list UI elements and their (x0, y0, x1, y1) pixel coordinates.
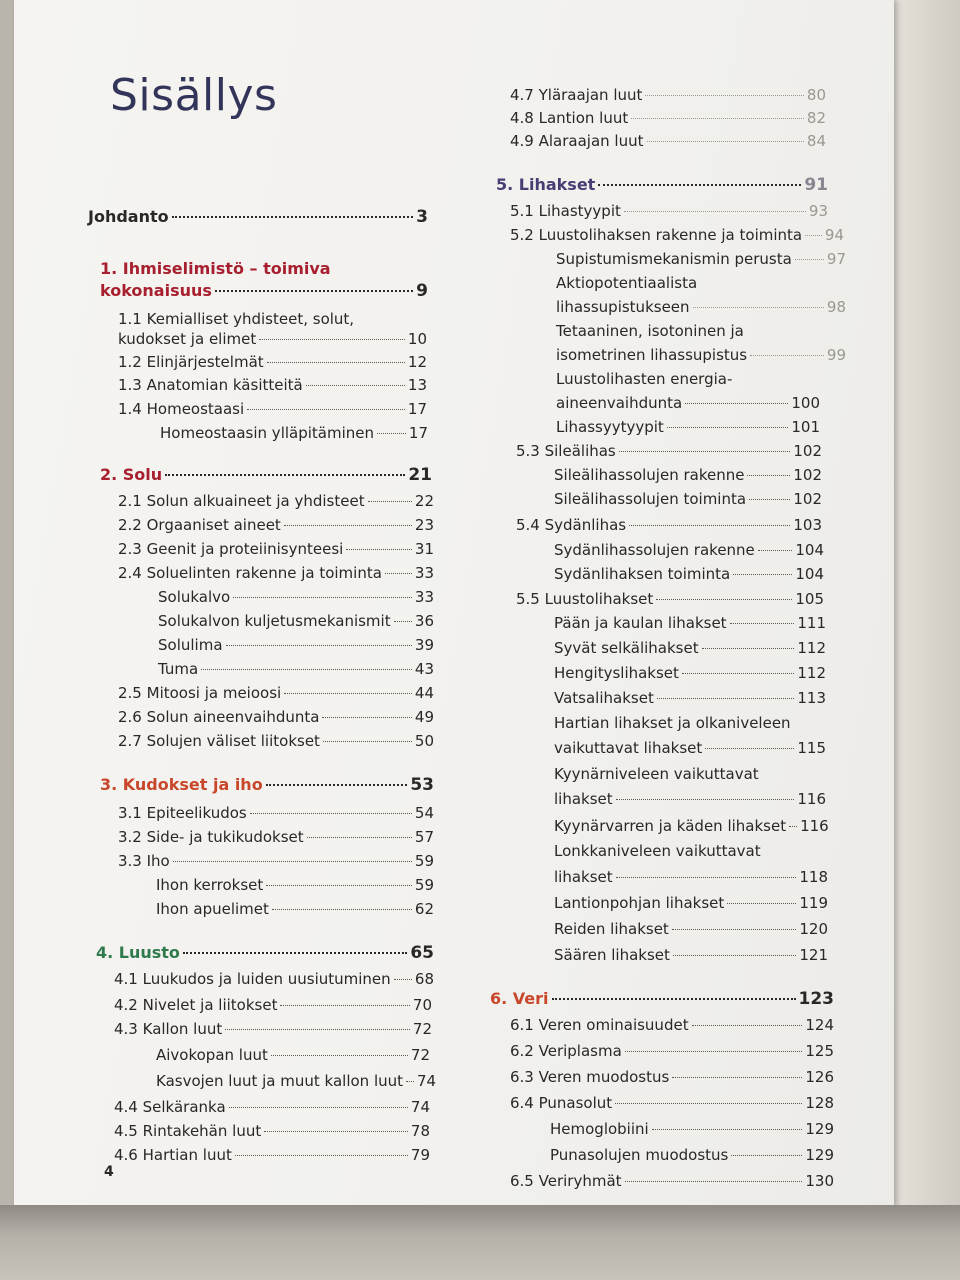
dot-leader (616, 799, 795, 800)
toc-entry-4-2[interactable] (114, 996, 432, 1014)
toc-entry-2-6[interactable] (118, 708, 434, 726)
dot-leader (284, 693, 412, 694)
toc-entry-5-5[interactable] (516, 590, 824, 608)
toc-entry-label: Syvät selkälihakset (554, 639, 699, 657)
toc-entry-label: Ihon apuelimet (156, 900, 269, 918)
toc-entry-3-2[interactable] (118, 828, 434, 846)
toc-entry-4-6[interactable] (114, 1146, 430, 1164)
toc-entry-page: 105 (795, 590, 824, 608)
toc-entry-page: 113 (797, 689, 826, 707)
dot-leader (758, 550, 793, 551)
toc-entry-chapter-1[interactable] (100, 282, 428, 300)
toc-entry-3-3-apuelimet[interactable] (156, 900, 434, 918)
toc-entry-page: 21 (408, 465, 432, 485)
toc-entry-page: 33 (414, 588, 434, 606)
toc-entry-page: 128 (805, 1094, 834, 1112)
toc-entry-label: 3.2 Side- ja tukikudokset (118, 828, 304, 846)
dot-leader (215, 290, 413, 292)
toc-entry-label: 2.4 Soluelinten rakenne ja toiminta (118, 564, 382, 582)
toc-entry-1-4[interactable] (118, 400, 427, 418)
toc-entry-5-2-energia[interactable] (556, 394, 820, 412)
toc-entry-5-2-lihassyytyypit[interactable] (556, 418, 820, 436)
toc-entry-label: 6.2 Veriplasma (510, 1042, 622, 1060)
toc-entry-page: 116 (797, 790, 826, 808)
dot-leader (272, 909, 412, 910)
toc-entry-5-5-saari[interactable] (554, 946, 828, 964)
toc-entry-label: isometrinen lihassupistus (556, 346, 748, 364)
toc-entry-label: 3. Kudokset ja iho (100, 775, 263, 794)
toc-entry-page: 102 (793, 442, 822, 460)
toc-entry-5-5-hartia[interactable] (554, 739, 826, 757)
toc-entry-label: Kyynärvarren ja käden lihakset (554, 817, 787, 835)
dot-leader (394, 621, 412, 622)
toc-entry-4-7[interactable] (510, 86, 826, 104)
toc-entry-page: 74 (410, 1098, 430, 1116)
toc-entry-page: 123 (798, 989, 834, 1009)
toc-entry-5-2-energia-line1[interactable]: Luustolihasten energia- (556, 370, 733, 388)
toc-entry-label: Säären lihakset (554, 946, 670, 964)
dot-leader (667, 427, 789, 428)
toc-entry-page: 80 (806, 86, 826, 104)
toc-entry-chapter-2[interactable] (100, 466, 432, 484)
toc-entry-label: Johdanto (88, 207, 169, 226)
dot-leader (259, 339, 405, 340)
dot-leader (657, 698, 795, 699)
toc-entry-page: 36 (414, 612, 434, 630)
toc-entry-label: 2.6 Solun aineenvaihdunta (118, 708, 320, 726)
toc-entry-label: lihakset (554, 790, 613, 808)
toc-entry-4-5[interactable] (114, 1122, 430, 1140)
toc-entry-1-4-sub[interactable] (160, 424, 428, 442)
toc-entry-3-3-kerrokset[interactable] (156, 876, 434, 894)
toc-entry-5-2-tetaaninen[interactable] (556, 346, 846, 364)
toc-entry-4-1[interactable] (114, 970, 434, 988)
toc-entry-page: 94 (824, 226, 844, 244)
toc-entry-2-4-tuma[interactable] (158, 660, 434, 678)
dot-leader (624, 211, 806, 212)
toc-entry-label: Homeostaasin ylläpitäminen (160, 424, 374, 442)
toc-entry-label: 4.7 Yläraajan luut (510, 86, 643, 104)
toc-entry-5-5-selka[interactable] (554, 639, 826, 657)
dot-leader (616, 877, 797, 878)
dot-leader (647, 141, 804, 142)
toc-entry-4-9[interactable] (510, 132, 826, 150)
toc-entry-2-7[interactable] (118, 732, 434, 750)
toc-entry-page: 31 (414, 540, 434, 558)
toc-entry-page: 9 (416, 281, 428, 301)
toc-entry-5-5-vatsa[interactable] (554, 689, 826, 707)
toc-entry-1-3[interactable] (118, 376, 427, 394)
toc-entry-page: 91 (804, 175, 828, 195)
toc-entry-page: 39 (414, 636, 434, 654)
dot-leader (226, 645, 412, 646)
dot-leader (730, 623, 795, 624)
dot-leader (385, 573, 412, 574)
toc-entry-label: aineenvaihdunta (556, 394, 683, 412)
toc-entry-5-5-kyynarnivel-line1[interactable]: Kyynärniveleen vaikuttavat (554, 765, 759, 783)
dot-leader (284, 525, 412, 526)
toc-entry-page: 10 (407, 330, 427, 348)
toc-entry-page: 104 (795, 541, 824, 559)
toc-entry-5-3[interactable] (516, 442, 822, 460)
toc-entry-page: 59 (414, 876, 434, 894)
toc-entry-label: 4.6 Hartian luut (114, 1146, 232, 1164)
toc-entry-2-2[interactable] (118, 516, 434, 534)
dot-leader (183, 952, 407, 954)
dot-leader (731, 1155, 802, 1156)
toc-entry-5-5-lonkka-line1[interactable]: Lonkkaniveleen vaikuttavat (554, 842, 761, 860)
toc-entry-label: vaikuttavat lihakset (554, 739, 703, 757)
toc-entry-page: 126 (805, 1068, 834, 1086)
dot-leader (172, 216, 414, 218)
toc-entry-page: 70 (412, 996, 432, 1014)
toc-entry-label: 2.5 Mitoosi ja meioosi (118, 684, 282, 702)
toc-entry-5-5-reisi[interactable] (554, 920, 828, 938)
toc-entry-page: 124 (805, 1016, 834, 1034)
dot-leader (267, 362, 405, 363)
toc-entry-label: Lantionpohjan lihakset (554, 894, 725, 912)
dot-leader (672, 1077, 802, 1078)
dot-leader (625, 1051, 803, 1052)
dot-leader (235, 1155, 408, 1156)
toc-entry-label: Tuma (158, 660, 199, 678)
toc-entry-4-4[interactable] (114, 1098, 430, 1116)
dot-leader (805, 235, 822, 236)
toc-entry-label: 3.3 Iho (118, 852, 170, 870)
toc-entry-5-5-lantionpohja[interactable] (554, 894, 828, 912)
toc-entry-2-3[interactable] (118, 540, 434, 558)
toc-entry-label: Ihon kerrokset (156, 876, 264, 894)
dot-leader (406, 1081, 414, 1082)
toc-entry-5-5-lonkka[interactable] (554, 868, 828, 886)
toc-entry-label: 5.1 Lihastyypit (510, 202, 621, 220)
dot-leader (165, 474, 405, 476)
toc-entry-label: 6.5 Veriryhmät (510, 1172, 622, 1190)
toc-entry-5-5-paa[interactable] (554, 614, 826, 632)
toc-entry-page: 44 (414, 684, 434, 702)
toc-entry-6-4-muodostus[interactable] (550, 1146, 834, 1164)
chapter-1-title[interactable]: 1. Ihmiselimistö – toimiva (100, 259, 331, 278)
toc-entry-label: 4. Luusto (96, 943, 180, 962)
toc-entry-page: 130 (805, 1172, 834, 1190)
toc-entry-label: Aivokopan luut (156, 1046, 268, 1064)
toc-entry-5-5-hartia-line1[interactable]: Hartian lihakset ja olkaniveleen (554, 714, 791, 732)
toc-entry-page: 116 (800, 817, 829, 835)
dot-leader (225, 1029, 410, 1030)
toc-entry-page: 72 (412, 1020, 432, 1038)
toc-entry-5-1[interactable] (510, 202, 828, 220)
toc-entry-label: Sileälihassolujen toiminta (554, 490, 747, 508)
dot-leader (727, 903, 796, 904)
dot-leader (173, 861, 412, 862)
toc-entry-page: 119 (799, 894, 828, 912)
toc-entry-5-3-rakenne[interactable] (554, 466, 822, 484)
toc-entry-label: Vatsalihakset (554, 689, 654, 707)
toc-entry-4-3-kasvot[interactable] (156, 1072, 437, 1090)
dot-leader (233, 597, 412, 598)
toc-entry-label: kudokset ja elimet (118, 330, 257, 348)
toc-entry-page: 120 (799, 920, 828, 938)
toc-entry-chapter-5[interactable] (496, 176, 828, 194)
toc-entry-5-4[interactable] (516, 516, 822, 534)
dot-leader (201, 669, 412, 670)
dot-leader (394, 979, 412, 980)
page-bottom-shadow (0, 1205, 960, 1280)
dot-leader (322, 717, 411, 718)
dot-leader (702, 648, 795, 649)
toc-entry-5-2-tetaaninen-line1[interactable]: Tetaaninen, isotoninen ja (556, 322, 744, 340)
dot-leader (615, 1103, 802, 1104)
toc-entry-label: Sileälihassolujen rakenne (554, 466, 745, 484)
toc-entry-label: 5.3 Sileälihas (516, 442, 616, 460)
toc-entry-page: 72 (410, 1046, 430, 1064)
dot-leader (733, 574, 792, 575)
toc-entry-label: 4.8 Lantion luut (510, 109, 629, 127)
dot-leader (747, 475, 790, 476)
toc-entry-page: 84 (806, 132, 826, 150)
toc-entry-page: 54 (414, 804, 434, 822)
toc-entry-6-5[interactable] (510, 1172, 834, 1190)
toc-entry-label: Kasvojen luut ja muut kallon luut (156, 1072, 404, 1090)
toc-entry-page: 112 (797, 639, 826, 657)
dot-leader (672, 929, 797, 930)
toc-entry-label: Pään ja kaulan lihakset (554, 614, 727, 632)
dot-leader (323, 741, 412, 742)
toc-entry-page: 68 (414, 970, 434, 988)
toc-entry-label: 3.1 Epiteelikudos (118, 804, 247, 822)
toc-page (14, 0, 894, 1210)
page-title: Sisällys (110, 70, 278, 121)
toc-entry-label: Solukalvo (158, 588, 231, 606)
toc-entry-4-8[interactable] (510, 109, 826, 127)
toc-entry-label: Sydänlihassolujen rakenne (554, 541, 755, 559)
toc-entry-page: 82 (806, 109, 826, 127)
toc-entry-2-4-solulima[interactable] (158, 636, 434, 654)
toc-entry-page: 49 (414, 708, 434, 726)
toc-entry-2-1[interactable] (118, 492, 434, 510)
toc-entry-label: Lihassyytyypit (556, 418, 664, 436)
toc-entry-label: Hemoglobiini (550, 1120, 649, 1138)
toc-entry-page: 13 (407, 376, 427, 394)
toc-entry-label: 1.4 Homeostaasi (118, 400, 245, 418)
toc-entry-5-2-aktiopotentiaali[interactable] (556, 298, 846, 316)
toc-entry-page: 103 (793, 516, 822, 534)
dot-leader (693, 307, 824, 308)
toc-entry-page: 100 (791, 394, 820, 412)
dot-leader (629, 525, 790, 526)
toc-entry-label: 4.2 Nivelet ja liitokset (114, 996, 278, 1014)
toc-entry-page: 78 (410, 1122, 430, 1140)
toc-entry-label: 2. Solu (100, 465, 163, 484)
dot-leader (631, 118, 804, 119)
toc-entry-label: 4.3 Kallon luut (114, 1020, 223, 1038)
dot-leader (307, 837, 412, 838)
toc-entry-label: Solulima (158, 636, 223, 654)
toc-entry-page: 102 (793, 466, 822, 484)
toc-entry-label: 5. Lihakset (496, 175, 596, 194)
toc-entry-chapter-3[interactable] (100, 776, 434, 794)
toc-entry-label: 5.2 Luustolihaksen rakenne ja toiminta (510, 226, 803, 244)
toc-entry-page: 129 (805, 1120, 834, 1138)
toc-entry-5-3-toiminta[interactable] (554, 490, 822, 508)
toc-entry-page: 79 (410, 1146, 430, 1164)
toc-entry-page: 93 (808, 202, 828, 220)
toc-entry-johdanto[interactable] (88, 208, 428, 226)
dot-leader (682, 673, 794, 674)
toc-entry-page: 43 (414, 660, 434, 678)
toc-entry-label: 6. Veri (490, 989, 549, 1008)
toc-entry-page: 22 (414, 492, 434, 510)
toc-entry-chapter-6[interactable] (490, 990, 834, 1008)
toc-entry-6-3[interactable] (510, 1068, 834, 1086)
dot-leader (368, 501, 412, 502)
dot-leader (645, 95, 804, 96)
toc-entry-page: 101 (791, 418, 820, 436)
toc-entry-page: 50 (414, 732, 434, 750)
toc-entry-label: 2.2 Orgaaniset aineet (118, 516, 281, 534)
toc-entry-page: 112 (797, 664, 826, 682)
toc-entry-label: 6.4 Punasolut (510, 1094, 613, 1112)
toc-entry-5-5-kyynarvarsi[interactable] (554, 817, 829, 835)
dot-leader (625, 1181, 803, 1182)
toc-entry-page: 57 (414, 828, 434, 846)
dot-leader (705, 748, 794, 749)
toc-entry-label: Punasolujen muodostus (550, 1146, 729, 1164)
toc-entry-page: 121 (799, 946, 828, 964)
toc-entry-1-2[interactable] (118, 353, 427, 371)
toc-entry-page: 125 (805, 1042, 834, 1060)
dot-leader (656, 599, 792, 600)
toc-entry-label: 5.5 Luustolihakset (516, 590, 654, 608)
toc-entry-label: 4.1 Luukudos ja luiden uusiutuminen (114, 970, 391, 988)
toc-entry-2-4-kuljetus[interactable] (158, 612, 434, 630)
dot-leader (552, 998, 796, 1000)
dot-leader (346, 549, 412, 550)
dot-leader (229, 1107, 408, 1108)
dot-leader (306, 385, 405, 386)
dot-leader (673, 955, 796, 956)
toc-entry-chapter-4[interactable] (96, 944, 434, 962)
page-number: 4 (104, 1164, 114, 1180)
toc-entry-label: 2.1 Solun alkuaineet ja yhdisteet (118, 492, 365, 510)
toc-entry-4-3-aivokoppa[interactable] (156, 1046, 430, 1064)
toc-entry-3-3[interactable] (118, 852, 434, 870)
toc-entry-5-2-supistuminen[interactable] (556, 250, 846, 268)
dot-leader (598, 184, 801, 186)
toc-entry-label: 6.1 Veren ominaisuudet (510, 1016, 689, 1034)
toc-entry-6-4[interactable] (510, 1094, 834, 1112)
toc-entry-label: 4.5 Rintakehän luut (114, 1122, 262, 1140)
toc-entry-label: Sydänlihaksen toiminta (554, 565, 731, 583)
toc-entry-page: 23 (414, 516, 434, 534)
toc-entry-2-4-solukalvo[interactable] (158, 588, 434, 606)
toc-entry-page: 12 (407, 353, 427, 371)
dot-leader (692, 1025, 803, 1026)
dot-leader (789, 826, 797, 827)
dot-leader (266, 885, 412, 886)
dot-leader (264, 1131, 408, 1132)
dot-leader (280, 1005, 409, 1006)
toc-entry-label: lihakset (554, 868, 613, 886)
toc-entry-1-1[interactable] (118, 330, 427, 348)
toc-entry-page: 33 (414, 564, 434, 582)
toc-entry-label: 4.4 Selkäranka (114, 1098, 226, 1116)
toc-entry-label: Supistumismekanismin perusta (556, 250, 792, 268)
toc-entry-page: 62 (414, 900, 434, 918)
toc-entry-page: 98 (826, 298, 846, 316)
toc-entry-page: 115 (797, 739, 826, 757)
toc-entry-page: 74 (417, 1072, 437, 1090)
dot-leader (266, 784, 408, 786)
toc-entry-page: 59 (414, 852, 434, 870)
dot-leader (795, 259, 824, 260)
toc-entry-page: 99 (826, 346, 846, 364)
toc-entry-6-2[interactable] (510, 1042, 834, 1060)
dot-leader (377, 433, 406, 434)
toc-entry-5-4-rakenne[interactable] (554, 541, 824, 559)
toc-entry-page: 118 (799, 868, 828, 886)
toc-entry-2-4[interactable] (118, 564, 434, 582)
dot-leader (652, 1129, 803, 1130)
toc-entry-3-1[interactable] (118, 804, 434, 822)
toc-entry-label: 6.3 Veren muodostus (510, 1068, 670, 1086)
toc-entry-page: 53 (410, 775, 434, 795)
toc-entry-label: lihassupistukseen (556, 298, 690, 316)
toc-entry-label: Reiden lihakset (554, 920, 669, 938)
dot-leader (749, 499, 790, 500)
toc-entry-5-5-kyynarnivel[interactable] (554, 790, 826, 808)
dot-leader (750, 355, 824, 356)
dot-leader (250, 813, 412, 814)
toc-entry-5-2-aktiopotentiaali-line1[interactable]: Aktiopotentiaalista (556, 274, 698, 292)
toc-entry-1-1-line1[interactable]: 1.1 Kemialliset yhdisteet, solut, (118, 310, 355, 328)
toc-entry-label: 2.3 Geenit ja proteiinisynteesi (118, 540, 344, 558)
toc-entry-page: 129 (805, 1146, 834, 1164)
toc-entry-page: 104 (795, 565, 824, 583)
toc-entry-label: 5.4 Sydänlihas (516, 516, 627, 534)
toc-entry-page: 102 (793, 490, 822, 508)
toc-entry-label: 1.3 Anatomian käsitteitä (118, 376, 303, 394)
toc-entry-label: 4.9 Alaraajan luut (510, 132, 644, 150)
toc-entry-5-4-toiminta[interactable] (554, 565, 824, 583)
toc-entry-page: 17 (407, 400, 427, 418)
toc-entry-5-5-hengitys[interactable] (554, 664, 826, 682)
dot-leader (271, 1055, 408, 1056)
dot-leader (685, 403, 788, 404)
toc-entry-6-1[interactable] (510, 1016, 834, 1034)
toc-entry-5-2[interactable] (510, 226, 844, 244)
toc-entry-page: 65 (410, 943, 434, 963)
toc-entry-label: kokonaisuus (100, 281, 212, 300)
dot-leader (619, 451, 791, 452)
toc-entry-2-5[interactable] (118, 684, 434, 702)
toc-entry-6-4-hemoglobiini[interactable] (550, 1120, 834, 1138)
toc-entry-page: 3 (416, 207, 428, 227)
toc-entry-label: 1.2 Elinjärjestelmät (118, 353, 264, 371)
toc-entry-label: Solukalvon kuljetusmekanismit (158, 612, 391, 630)
toc-entry-label: Hengityslihakset (554, 664, 679, 682)
toc-entry-page: 97 (826, 250, 846, 268)
toc-entry-page: 17 (408, 424, 428, 442)
toc-entry-label: 2.7 Solujen väliset liitokset (118, 732, 320, 750)
dot-leader (247, 409, 405, 410)
toc-entry-page: 111 (797, 614, 826, 632)
toc-entry-4-3[interactable] (114, 1020, 432, 1038)
